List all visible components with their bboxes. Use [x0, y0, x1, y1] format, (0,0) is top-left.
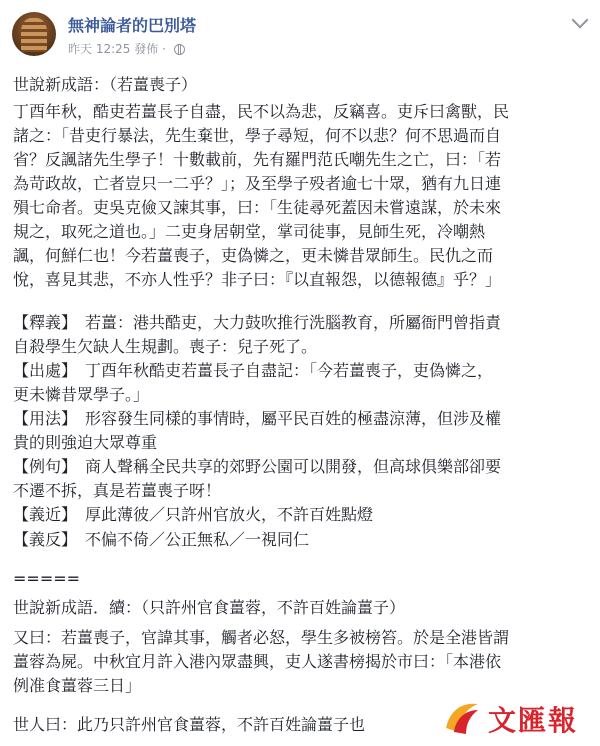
wenweipo-logo-text: 文匯報 — [488, 704, 579, 737]
post-line: 貴的則強迫大眾尊重 — [13, 433, 158, 452]
post-line: 【義近】 厚此薄彼／只許州官放火，不許百姓點燈 — [13, 505, 374, 524]
chevron-down-icon[interactable] — [572, 12, 589, 29]
page-name-link[interactable]: 無神論者的巴別塔 — [68, 16, 197, 35]
post-line: 【釋義】 若薑：港共酷吏，大力鼓吹推行洗腦教育，所屬衙門曾指責 — [13, 313, 502, 332]
post-line: 悅，喜見其悲，不亦人性乎？非子曰：『以直報怨，以德報德』乎？」 — [13, 270, 502, 289]
post-line: 為苛政故，亡者豈只一二乎？」；及至學子殁者逾七十眾，猶有九日連 — [13, 174, 502, 193]
post-line: 不遷不拆，真是若薑喪子呀！ — [13, 481, 222, 500]
post-line: 又曰：若薑喪子，官諱其事，觸者必怒，學生多被榜笞。於是全港皆謂 — [13, 628, 510, 647]
post-line: 丁酉年秋，酷吏若薑長子自盡，民不以為悲，反竊喜。吏斥曰禽獸，民 — [13, 102, 510, 121]
post-line: 【出處】 丁酉年秋酷吏若薑長子自盡記：「今若薑喪子，吏偽憐之， — [13, 361, 494, 380]
post-meta — [68, 40, 185, 57]
post-line: 更未憐昔眾學子。」 — [13, 385, 150, 404]
wenweipo-logo-mark-icon — [442, 698, 482, 736]
post-line: 世說新成語．續：（只許州官食薑蓉，不許百姓論薑子） — [13, 598, 406, 617]
post-line: 諸之：「昔吏行暴法，先生棄世，學子尋短，何不以悲？何不思過而自 — [13, 126, 502, 145]
post-timestamp[interactable]: 昨天 12:25 發佈 · — [68, 42, 166, 56]
globe-icon — [174, 44, 185, 55]
post-line: 自殺學生欠缺人生規劃。喪子：兒子死了。 — [13, 337, 318, 356]
wenweipo-logo — [442, 694, 592, 740]
post-line: 省？反諷諸先生學子！十數載前，先有羅門范氏嘲先生之亡，曰：「若 — [13, 150, 502, 169]
avatar[interactable] — [12, 12, 56, 56]
post-line: ===== — [13, 569, 81, 588]
post-line: 薑蓉為屍。中秋宜月許入港內眾盡興，吏人遂書榜揭於市曰：「本港依 — [13, 652, 502, 671]
post-line: 世人曰：此乃只許州官食薑蓉，不許百姓論薑子也 — [13, 715, 366, 734]
post-line: 世說新成語：（若薑喪子） — [13, 75, 198, 94]
post-line: 【例句】 商人聲稱全民共享的郊野公園可以開發，但高球俱樂部卻要 — [13, 457, 502, 476]
post-line: 殞七命者。吏吳克儉又諫其事，曰：「生徒尋死蓋因未嘗遠謀，於未來 — [13, 198, 502, 217]
post-line: 例准食薑蓉三日」 — [13, 676, 142, 695]
post-header — [0, 0, 600, 68]
babel-tower-avatar-icon — [21, 18, 47, 52]
post-line: 諷，何鮮仁也！今若薑喪子，吏偽憐之，更未憐昔眾師生。民仇之而 — [13, 246, 494, 265]
post-line: 【用法】 形容發生同樣的事情時，屬平民百姓的極盡涼薄，但涉及權 — [13, 409, 502, 428]
post-line: 【義反】 不偏不倚／公正無私／一視同仁 — [13, 530, 310, 549]
post-line: 規之，取死之道也。」二吏身居朝堂，掌司徒事，見師生死，冷嘲熱 — [13, 222, 486, 241]
